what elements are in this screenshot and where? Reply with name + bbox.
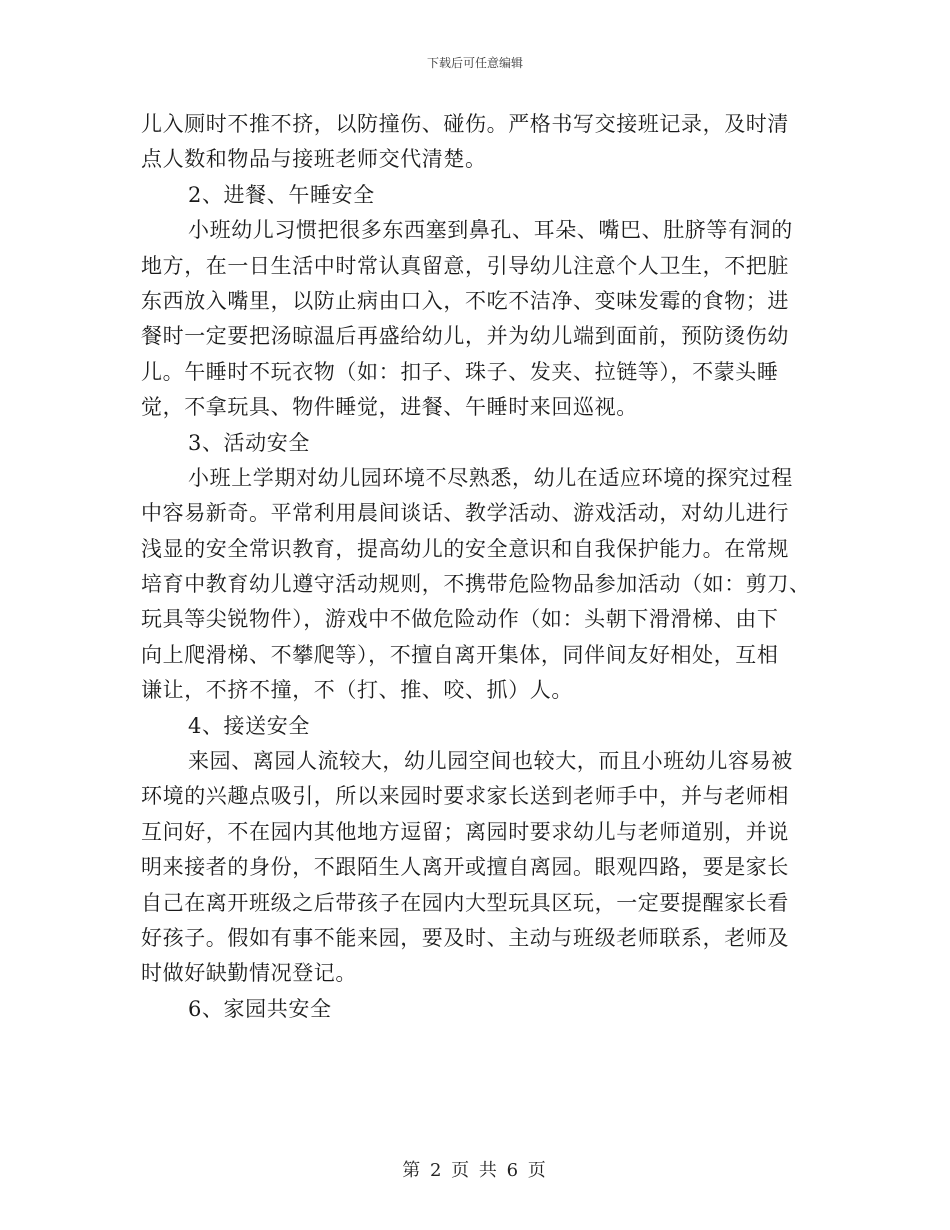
- section-heading: 3、活动安全: [188, 430, 310, 455]
- document-body: [141, 107, 811, 1027]
- section-heading: 4、接送安全: [188, 713, 310, 738]
- text-line: 餐时一定要把汤晾温后再盛给幼儿，并为幼儿端到面前，预防烫伤幼: [141, 324, 789, 349]
- text-line: 谦让，不挤不撞，不（打、推、咬、抓）人。: [141, 678, 573, 703]
- text-line: 环境的兴趣点吸引，所以来园时要求家长送到老师手中，并与老师相: [141, 784, 789, 809]
- page-header: 下载后可任意编辑: [426, 56, 523, 70]
- text-line: 自己在离开班级之后带孩子在园内大型玩具区玩，一定要提醒家长看: [141, 890, 789, 915]
- text-line: 向上爬滑梯、不攀爬等），不擅自离开集体，同伴间友好相处，互相: [141, 642, 779, 667]
- text-line: 觉，不拿玩具、物件睡觉，进餐、午睡时来回巡视。: [141, 395, 638, 420]
- text-line: 儿。午睡时不玩衣物（如：扣子、珠子、发夹、拉链等），不蒙头睡: [141, 359, 779, 384]
- text-line: 明来接者的身份，不跟陌生人离开或擅自离园。眼观四路，要是家长: [141, 855, 789, 880]
- page-footer: 第 2 页 共 6 页: [402, 1160, 548, 1181]
- text-line: 点人数和物品与接班老师交代清楚。: [141, 147, 487, 172]
- text-line: 东西放入嘴里，以防止病由口入，不吃不洁净、变味发霉的食物；进: [141, 288, 789, 313]
- text-line: 中容易新奇。平常利用晨间谈话、教学活动、游戏活动，对幼儿进行: [141, 501, 789, 526]
- text-line: 好孩子。假如有事不能来园，要及时、主动与班级老师联系，老师及: [141, 925, 789, 950]
- text-line: 时做好缺勤情况登记。: [141, 961, 357, 986]
- text-line: 来园、离园人流较大，幼儿园空间也较大，而且小班幼儿容易被: [188, 749, 793, 774]
- section-heading: 2、进餐、午睡安全: [188, 182, 375, 207]
- text-line: 互问好，不在园内其他地方逗留；离园时要求幼儿与老师道别，并说: [141, 819, 789, 844]
- text-line: 地方，在一日生活中时常认真留意，引导幼儿注意个人卫生，不把脏: [141, 253, 789, 278]
- text-line: 浅显的安全常识教育，提高幼儿的安全意识和自我保护能力。在常规: [141, 536, 789, 561]
- text-line: 玩具等尖锐物件），游戏中不做危险动作（如：头朝下滑滑梯、由下: [141, 607, 779, 632]
- text-line: 儿入厕时不推不挤，以防撞伤、碰伤。严格书写交接班记录，及时清: [141, 112, 789, 136]
- text-line: 培育中教育幼儿遵守活动规则，不携带危险物品参加活动（如：剪刀、: [141, 572, 811, 597]
- text-line: 小班上学期对幼儿园环境不尽熟悉，幼儿在适应环境的探究过程: [188, 465, 793, 490]
- text-line: 小班幼儿习惯把很多东西塞到鼻孔、耳朵、嘴巴、肚脐等有洞的: [188, 218, 793, 243]
- section-heading: 6、家园共安全: [188, 996, 332, 1021]
